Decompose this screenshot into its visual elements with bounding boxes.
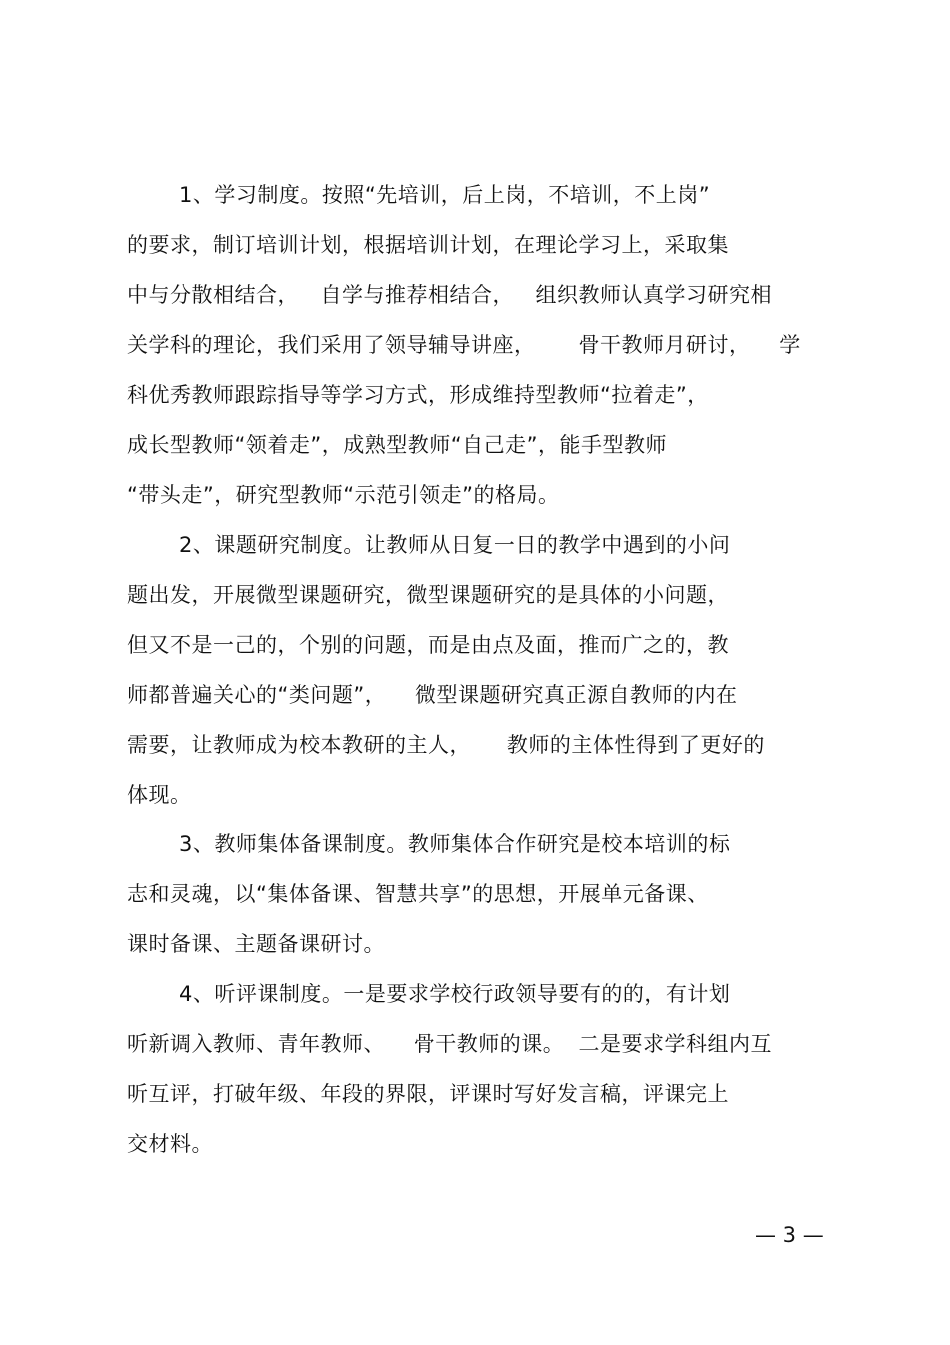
page-number: — 3 —: [755, 1223, 824, 1247]
paragraph-line-18: 听新调入教师、青年教师、 骨干教师的课。 二是要求学科组内互: [127, 1032, 773, 1056]
paragraph-line-17: 4、听评课制度。一是要求学校行政领导要有的的，有计划: [179, 982, 731, 1006]
paragraph-line-6: 成长型教师“领着走”，成熟型教师“自己走”，能手型教师: [127, 433, 668, 457]
paragraph-line-13: 体现。: [127, 783, 192, 807]
paragraph-line-1: 1、学习制度。按照“先培训，后上岗，不培训，不上岗”: [179, 183, 711, 207]
paragraph-line-5: 科优秀教师跟踪指导等学习方式，形成维持型教师“拉着走”，: [127, 383, 709, 407]
paragraph-line-12: 需要，让教师成为校本教研的主人， 教师的主体性得到了更好的: [127, 733, 765, 757]
paragraph-line-9: 题出发，开展微型课题研究，微型课题研究的是具体的小问题，: [127, 583, 729, 607]
paragraph-line-14: 3、教师集体备课制度。教师集体合作研究是校本培训的标: [179, 832, 731, 856]
paragraph-line-2: 的要求，制订培训计划，根据培训计划，在理论学习上，采取集: [127, 233, 729, 257]
paragraph-line-8: 2、课题研究制度。让教师从日复一日的教学中遇到的小问: [179, 533, 731, 557]
paragraph-line-7: “带头走”，研究型教师“示范引领走”的格局。: [127, 483, 560, 507]
paragraph-line-4: 关学科的理论，我们采用了领导辅导讲座， 骨干教师月研讨， 学: [127, 333, 801, 357]
paragraph-line-20: 交材料。: [127, 1132, 213, 1156]
paragraph-line-10: 但又不是一己的，个别的问题，而是由点及面，推而广之的，教: [127, 633, 729, 657]
paragraph-line-15: 志和灵魂，以“集体备课、智慧共享”的思想，开展单元备课、: [127, 882, 709, 906]
paragraph-line-16: 课时备课、主题备课研讨。: [127, 932, 385, 956]
paragraph-line-11: 师都普遍关心的“类问题”， 微型课题研究真正源自教师的内在: [127, 683, 738, 707]
paragraph-line-19: 听互评，打破年级、年段的界限，评课时写好发言稿，评课完上: [127, 1082, 729, 1106]
paragraph-line-3: 中与分散相结合， 自学与推荐相结合， 组织教师认真学习研究相: [127, 283, 773, 307]
